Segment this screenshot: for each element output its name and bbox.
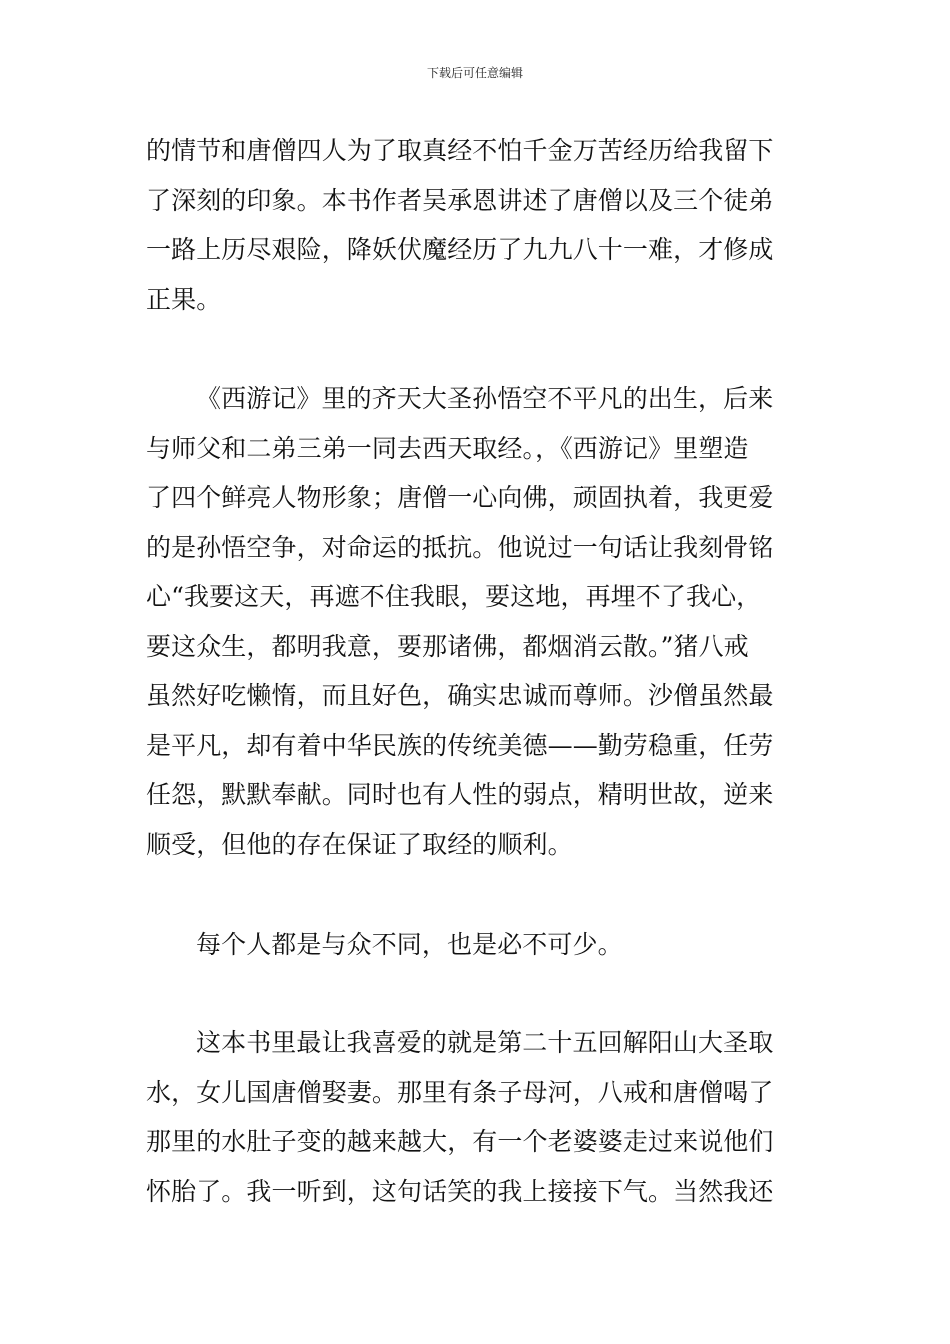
text-line: 《西游记》里的齐天大圣孙悟空不平凡的出生，后来 [196, 384, 774, 413]
paragraph-1 [146, 126, 810, 324]
text-line: 每个人都是与众不同，也是必不可少。 [196, 930, 623, 959]
text-line: 顺受，但他的存在保证了取经的顺利。 [146, 829, 573, 859]
text-line: 了深刻的印象。本书作者吴承恩讲述了唐僧以及三个徒弟 [146, 185, 774, 215]
text-line: 正果。 [146, 284, 222, 314]
text-line: 水，女儿国唐僧娶妻。那里有条子母河，八戒和唐僧喝了 [146, 1077, 774, 1107]
text-line: 那里的水肚子变的越来越大，有一个老婆婆走过来说他们 [146, 1127, 774, 1156]
text-line: 怀胎了。我一听到，这句话笑的我上接接下气。当然我还 [146, 1176, 774, 1206]
text-line: 心“我要这天，再遮不住我眼，要这地，再埋不了我心， [146, 582, 762, 611]
text-line: 是平凡，却有着中华民族的传统美德——勤劳稳重，任劳 [146, 730, 774, 760]
text-line: 与师父和二弟三弟一同去西天取经。，《西游记》里塑造 [146, 433, 749, 463]
text-line: 虽然好吃懒惰，而且好色，确实忠诚而尊师。沙僧虽然最 [146, 681, 774, 710]
text-line: 这本书里最让我喜爱的就是第二十五回解阳山大圣取 [196, 1028, 774, 1057]
text-line: 了四个鲜亮人物形象；唐僧一心向佛，顽固执着，我更爱 [146, 483, 774, 512]
page-header: 下载后可任意编辑 [426, 66, 523, 80]
text-line: 一路上历尽艰险，降妖伏魔经历了九九八十一难，才修成 [146, 235, 774, 264]
text-line: 任怨，默默奉献。同时也有人性的弱点，精明世故，逆来 [146, 780, 774, 809]
text-line: 的情节和唐僧四人为了取真经不怕千金万苦经历给我留下 [146, 136, 774, 165]
paragraph-4 [146, 1018, 810, 1216]
paragraph-2 [146, 374, 810, 869]
text-line: 要这众生，都明我意，要那诸佛，都烟消云散。”猪八戒 [146, 631, 749, 661]
paragraph-3 [146, 920, 810, 970]
text-line: 的是孙悟空争，对命运的抵抗。他说过一句话让我刻骨铭 [146, 532, 774, 562]
